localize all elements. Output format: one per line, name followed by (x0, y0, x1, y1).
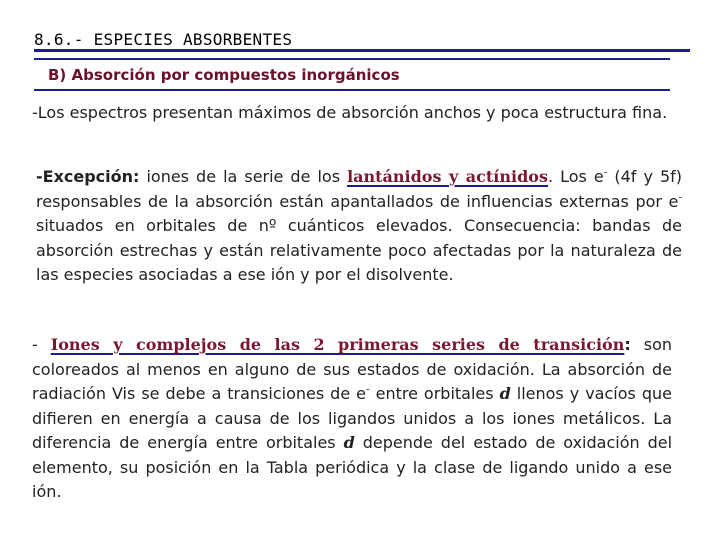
subtitle-top-rule (34, 58, 670, 60)
transition-series-highlight: Iones y complejos de las 2 primeras series de transición (50, 335, 625, 354)
transition-text-a: son coloreados al menos en alguno de sus estados de oxidación. La absorción de radiación Vis se debe a transiciones de e (32, 335, 672, 403)
exception-text-b: . Los e (547, 167, 604, 186)
electron-superscript-3: - (366, 384, 370, 396)
d-orbital-symbol: d (499, 384, 511, 403)
electron-superscript-2: - (678, 192, 682, 204)
paragraph-transition (32, 333, 672, 505)
exception-lead: -Excepción: (36, 167, 140, 186)
transition-text-c: llenos y vacíos que difieren en energía a causa de los ligandos unidos a los iones metálicos. La diferencia de energía entre orbitales (32, 384, 672, 452)
title-underline (34, 49, 690, 52)
slide-subtitle: B) Absorción por compuestos inorgánicos (48, 66, 400, 84)
d-orbital-symbol-2: d (343, 433, 355, 452)
transition-text-d: depende del estado de oxidación del elemento, su posición en la Tabla periódica y la clase de ligando unido a ese ión. (32, 433, 673, 501)
paragraph-general-text: -Los espectros presentan máximos de absorción anchos y poca estructura fina. (32, 103, 668, 122)
paragraph-general (32, 101, 682, 126)
exception-text-d: situados en orbitales de nº cuánticos elevados. Consecuencia: bandas de absorción estrechas y están relativamente poco afectadas por la naturaleza de las especies asociadas a ese ión y por el disolvente. (36, 216, 682, 284)
transition-dash: - (32, 335, 51, 354)
transition-text-b: entre orbitales (369, 384, 500, 403)
slide-title: 8.6.- ESPECIES ABSORBENTES (34, 30, 293, 49)
lanthanides-highlight: lantánidos y actínidos (347, 167, 548, 186)
subtitle-bottom-rule (34, 89, 670, 91)
transition-colon: : (624, 335, 631, 354)
paragraph-exception (36, 165, 682, 288)
exception-text-a: iones de la serie de los (139, 167, 348, 186)
exception-text-c: (4f y 5f) responsables de la absorción están apantallados de influencias externas por e (36, 167, 682, 211)
electron-superscript: - (603, 167, 608, 179)
